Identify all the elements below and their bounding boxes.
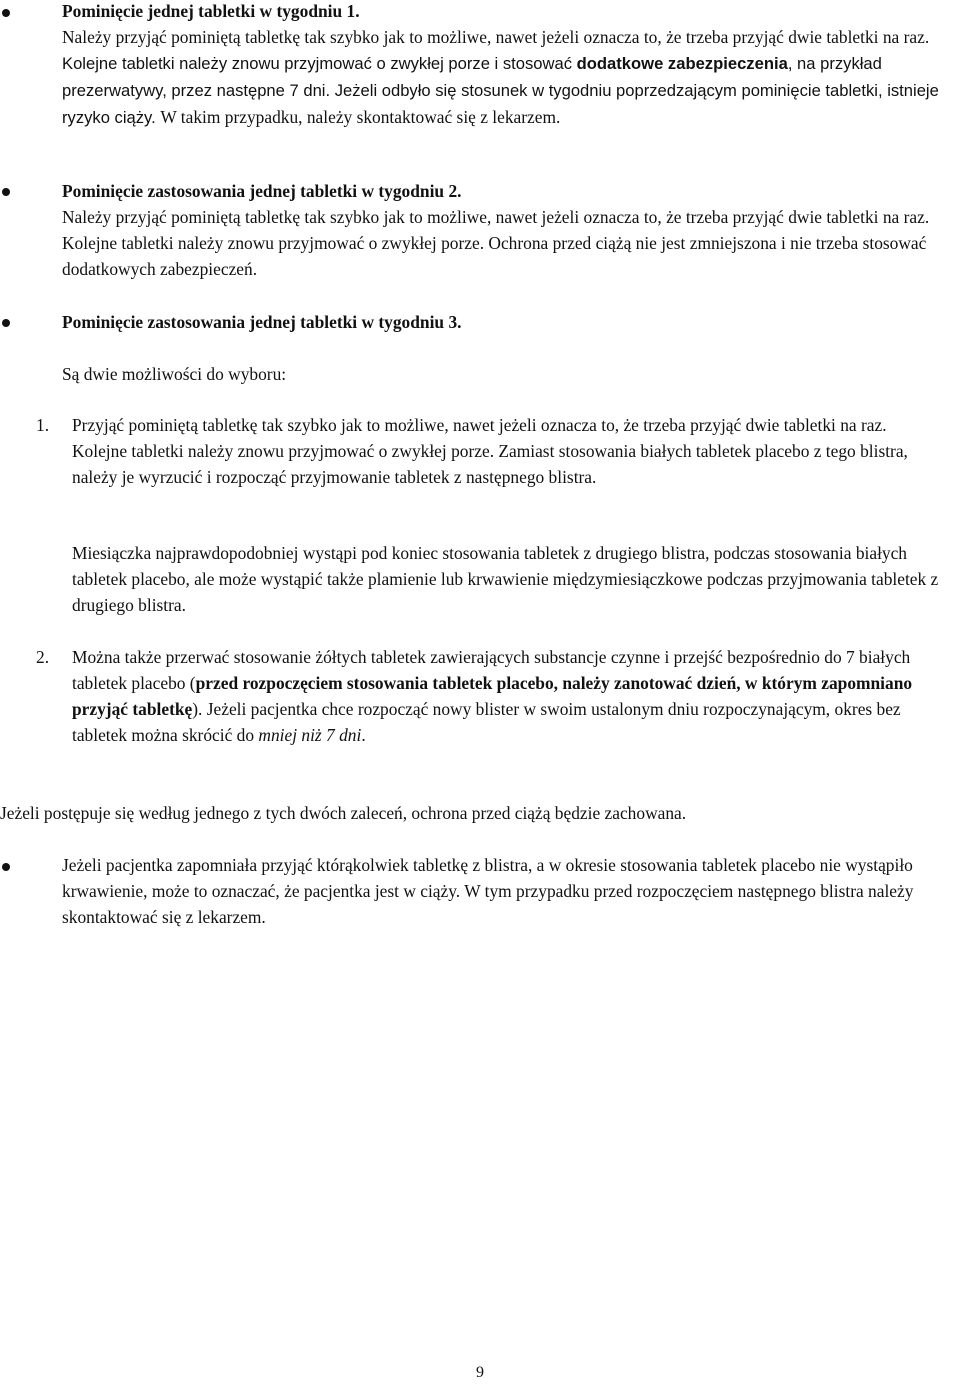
option-2-bold: przed rozpoczęciem stosowania tabletek placebo, należy zanotować dzień, w którym zapomniano przyjąć tabletkę — [72, 673, 913, 719]
final-bullet-text: Jeżeli pacjentka zapomniała przyjąć którąkolwiek tabletkę z blistra, a w okresie stosowania tabletek placebo nie wystąpiło krwawienie, może to oznaczać, że pacjentka jest w ciąży. W tym przypadku przed rozpoczęciem następnego blistra należy skontaktować się z lekarzem. — [62, 855, 914, 927]
option-2-text-b: ). Jeżeli pacjentka chce rozpocząć nowy blister w swoim ustalonym dniu rozpoczynającym, okres bez tabletek można skrócić do — [72, 699, 901, 745]
section-2-title: Pominięcie zastosowania jednej tabletki w tygodniu 2. — [62, 181, 462, 201]
section-1-title: Pominięcie jednej tabletki w tygodniu 1. — [62, 1, 360, 21]
section-1-text-e: W takim przypadku, należy skontaktować się z lekarzem. — [160, 107, 561, 127]
section-1-text-a: Należy przyjąć pominiętą tabletkę tak szybko jak to możliwe, nawet jeżeli oznacza to, że trzeba przyjąć dwie tabletki na raz. — [62, 27, 930, 47]
option-2-text-a: Można także przerwać stosowanie żółtych tabletek zawierających substancje czynne i przejść bezpośrednio do 7 białych tabletek placebo ( — [72, 647, 911, 693]
section-1-text-b: Kolejne tabletki należy znowu przyjmować o zwykłej porze i stosować — [62, 54, 577, 73]
page-number: 9 — [476, 1364, 484, 1381]
section-3-title: Pominięcie zastosowania jednej tabletki w tygodniu 3. — [62, 312, 462, 332]
option-2-text-end: . — [361, 725, 366, 745]
section-2 — [62, 178, 942, 282]
option-1-note: Miesiączka najprawdopodobniej wystąpi pod koniec stosowania tabletek z drugiego blistra, podczas stosowania białych tabletek placebo, ale może wystąpić także plamienie lub krwawienie międzymiesiączkowe podczas przyjmowania tabletek z drugiego blistra. — [72, 543, 939, 615]
section-2-body: Należy przyjąć pominiętą tabletkę tak szybko jak to możliwe, nawet jeżeli oznacza to, że trzeba przyjąć dwie tabletki na raz. Kolejne tabletki należy znowu przyjmować o zwykłej porze. Ochrona przed ciążą nie jest zmniejszona i nie trzeba stosować dodatkowych zabezpieczeń. — [62, 207, 930, 279]
option-2-text — [72, 644, 950, 748]
section-3-intro: Są dwie możliwości do wyboru: — [62, 364, 287, 384]
bullet-section-2 — [2, 188, 10, 196]
option-1-number: 1. — [36, 415, 50, 435]
section-1 — [62, 0, 942, 131]
bullet-section-1 — [2, 9, 10, 17]
summary-paragraph: Jeżeli postępuje się według jednego z tych dwóch zaleceń, ochrona przed ciążą będzie zachowana. — [0, 803, 687, 823]
option-1-text: Przyjąć pominiętą tabletkę tak szybko jak to możliwe, nawet jeżeli oznacza to, że trzeba przyjąć dwie tabletki na raz. Kolejne tabletki należy znowu przyjmować o zwykłej porze. Zamiast stosowania białych tabletek placebo z tego blistra, należy je wyrzucić i rozpocząć przyjmowanie tabletek z następnego blistra. — [72, 415, 908, 487]
bullet-section-3 — [2, 319, 10, 327]
section-1-body — [62, 24, 942, 131]
option-2-number: 2. — [36, 647, 50, 667]
section-1-bold: dodatkowe zabezpieczenia — [576, 54, 788, 73]
section-1-text-c: , na przykład prezerwatywy, przez następne 7 dni. — [62, 54, 882, 100]
section-1-text-d: Jeżeli odbyło się stosunek w tygodniu poprzedzającym pominięcie tabletki, istnieje ryzyko ciąży. — [62, 81, 939, 127]
option-2-italic: mniej niż 7 dni — [258, 725, 362, 745]
bullet-final — [2, 863, 10, 871]
